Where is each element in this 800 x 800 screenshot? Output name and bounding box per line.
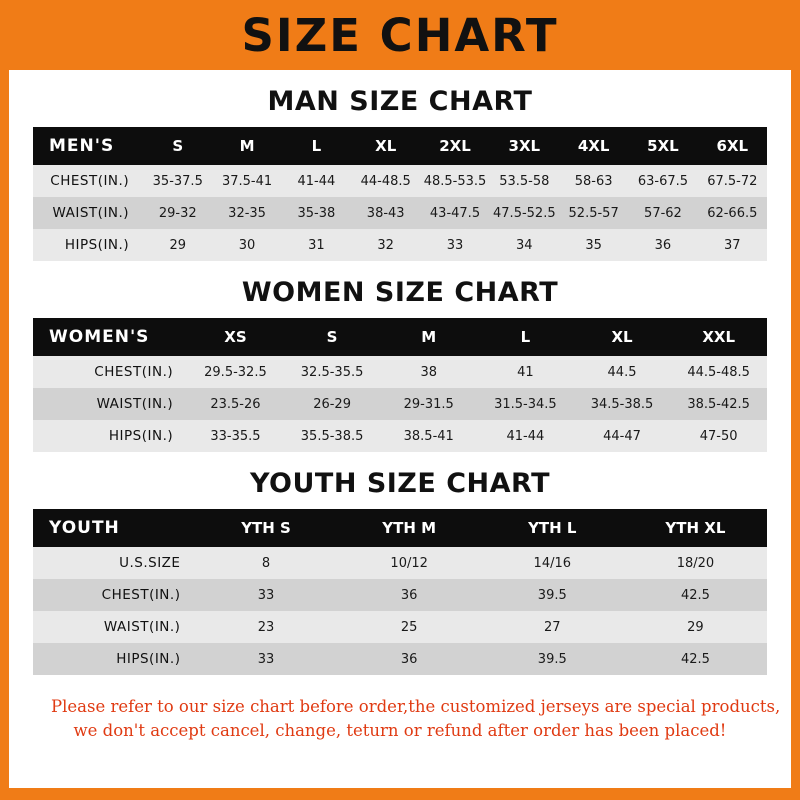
cell: 29-31.5 — [380, 388, 477, 420]
youth-table-body — [33, 547, 767, 675]
footer-note-line-1: Please refer to our size chart before order,the customized jerseys are special products, — [51, 697, 781, 716]
cell: 33 — [194, 643, 337, 675]
cell: 23.5-26 — [187, 388, 284, 420]
row-label-waist: WAIST(IN.) — [33, 611, 194, 643]
row-label-chest: CHEST(IN.) — [33, 579, 194, 611]
cell: 43-47.5 — [420, 197, 489, 229]
table-row — [33, 165, 767, 197]
cell: 58-63 — [559, 165, 628, 197]
cell: 39.5 — [481, 579, 624, 611]
col-header-5xl: 5XL — [628, 127, 697, 165]
col-header-yth-xl: YTH XL — [624, 509, 767, 547]
cell: 26-29 — [284, 388, 381, 420]
chart-content — [9, 86, 791, 743]
table-row — [33, 611, 767, 643]
row-label-us-size: U.S.SIZE — [33, 547, 194, 579]
col-header-3xl: 3XL — [490, 127, 559, 165]
cell: 38 — [380, 356, 477, 388]
table-row — [33, 356, 767, 388]
cell: 33 — [194, 579, 337, 611]
cell: 53.5-58 — [490, 165, 559, 197]
col-header-xs: XS — [187, 318, 284, 356]
table-header-row — [33, 127, 767, 165]
row-label-chest: CHEST(IN.) — [33, 356, 187, 388]
col-header-yth-l: YTH L — [481, 509, 624, 547]
women-table-header — [33, 318, 767, 356]
cell: 29-32 — [143, 197, 212, 229]
cell: 35.5-38.5 — [284, 420, 381, 452]
col-header-m: M — [380, 318, 477, 356]
youth-size-table — [33, 509, 767, 675]
cell: 36 — [628, 229, 697, 261]
man-size-table — [33, 127, 767, 261]
cell: 35-38 — [282, 197, 351, 229]
col-header-2xl: 2XL — [420, 127, 489, 165]
cell: 38-43 — [351, 197, 420, 229]
col-header-l: L — [477, 318, 574, 356]
cell: 34 — [490, 229, 559, 261]
cell: 57-62 — [628, 197, 697, 229]
section-title-women: WOMEN SIZE CHART — [241, 277, 559, 308]
cell: 35-37.5 — [143, 165, 212, 197]
page-title: SIZE CHART — [241, 8, 559, 62]
cell: 63-67.5 — [628, 165, 697, 197]
cell: 33 — [420, 229, 489, 261]
cell: 32 — [351, 229, 420, 261]
cell: 33-35.5 — [187, 420, 284, 452]
cell: 31.5-34.5 — [477, 388, 574, 420]
row-label-waist: WAIST(IN.) — [33, 197, 143, 229]
man-table-header — [33, 127, 767, 165]
cell: 44-48.5 — [351, 165, 420, 197]
col-header-l: L — [282, 127, 351, 165]
cell: 32-35 — [212, 197, 281, 229]
cell: 27 — [481, 611, 624, 643]
women-size-table — [33, 318, 767, 452]
row-label-hips: HIPS(IN.) — [33, 420, 187, 452]
cell: 44.5-48.5 — [670, 356, 767, 388]
cell: 42.5 — [624, 579, 767, 611]
bottom-band — [0, 788, 800, 800]
section-title-youth: YOUTH SIZE CHART — [249, 468, 551, 499]
youth-table-header — [33, 509, 767, 547]
cell: 18/20 — [624, 547, 767, 579]
cell: 41-44 — [477, 420, 574, 452]
cell: 52.5-57 — [559, 197, 628, 229]
section-title-man: MAN SIZE CHART — [267, 86, 533, 117]
cell: 44-47 — [574, 420, 671, 452]
table-row — [33, 388, 767, 420]
col-header-s: S — [143, 127, 212, 165]
cell: 29.5-32.5 — [187, 356, 284, 388]
cell: 39.5 — [481, 643, 624, 675]
cell: 38.5-41 — [380, 420, 477, 452]
cell: 35 — [559, 229, 628, 261]
table-row — [33, 197, 767, 229]
col-header-6xl: 6XL — [698, 127, 767, 165]
women-table-body — [33, 356, 767, 452]
col-header-xl: XL — [574, 318, 671, 356]
header-band — [0, 0, 800, 70]
cell: 23 — [194, 611, 337, 643]
table-row — [33, 547, 767, 579]
cell: 36 — [338, 579, 481, 611]
table-header-row — [33, 318, 767, 356]
row-label-waist: WAIST(IN.) — [33, 388, 187, 420]
col-header-youth: YOUTH — [33, 509, 194, 547]
cell: 41 — [477, 356, 574, 388]
col-header-womens: WOMEN'S — [33, 318, 187, 356]
row-label-chest: CHEST(IN.) — [33, 165, 143, 197]
cell: 10/12 — [338, 547, 481, 579]
cell: 67.5-72 — [698, 165, 767, 197]
cell: 29 — [143, 229, 212, 261]
cell: 32.5-35.5 — [284, 356, 381, 388]
table-row — [33, 229, 767, 261]
cell: 42.5 — [624, 643, 767, 675]
col-header-xxl: XXL — [670, 318, 767, 356]
row-label-hips: HIPS(IN.) — [33, 229, 143, 261]
cell: 34.5-38.5 — [574, 388, 671, 420]
col-header-mens: MEN'S — [33, 127, 143, 165]
table-row — [33, 643, 767, 675]
cell: 62-66.5 — [698, 197, 767, 229]
cell: 38.5-42.5 — [670, 388, 767, 420]
table-header-row — [33, 509, 767, 547]
col-header-m: M — [212, 127, 281, 165]
footer-note — [33, 689, 781, 743]
col-header-xl: XL — [351, 127, 420, 165]
cell: 29 — [624, 611, 767, 643]
footer-note-line-2: we don't accept cancel, change, teturn or refund after order has been placed! — [73, 720, 727, 740]
col-header-s: S — [284, 318, 381, 356]
row-label-hips: HIPS(IN.) — [33, 643, 194, 675]
cell: 48.5-53.5 — [420, 165, 489, 197]
cell: 14/16 — [481, 547, 624, 579]
col-header-yth-m: YTH M — [338, 509, 481, 547]
cell: 41-44 — [282, 165, 351, 197]
table-row — [33, 579, 767, 611]
col-header-yth-s: YTH S — [194, 509, 337, 547]
cell: 25 — [338, 611, 481, 643]
man-table-body — [33, 165, 767, 261]
col-header-4xl: 4XL — [559, 127, 628, 165]
cell: 30 — [212, 229, 281, 261]
cell: 36 — [338, 643, 481, 675]
cell: 47-50 — [670, 420, 767, 452]
cell: 8 — [194, 547, 337, 579]
table-row — [33, 420, 767, 452]
cell: 31 — [282, 229, 351, 261]
cell: 37 — [698, 229, 767, 261]
cell: 47.5-52.5 — [490, 197, 559, 229]
cell: 44.5 — [574, 356, 671, 388]
cell: 37.5-41 — [212, 165, 281, 197]
